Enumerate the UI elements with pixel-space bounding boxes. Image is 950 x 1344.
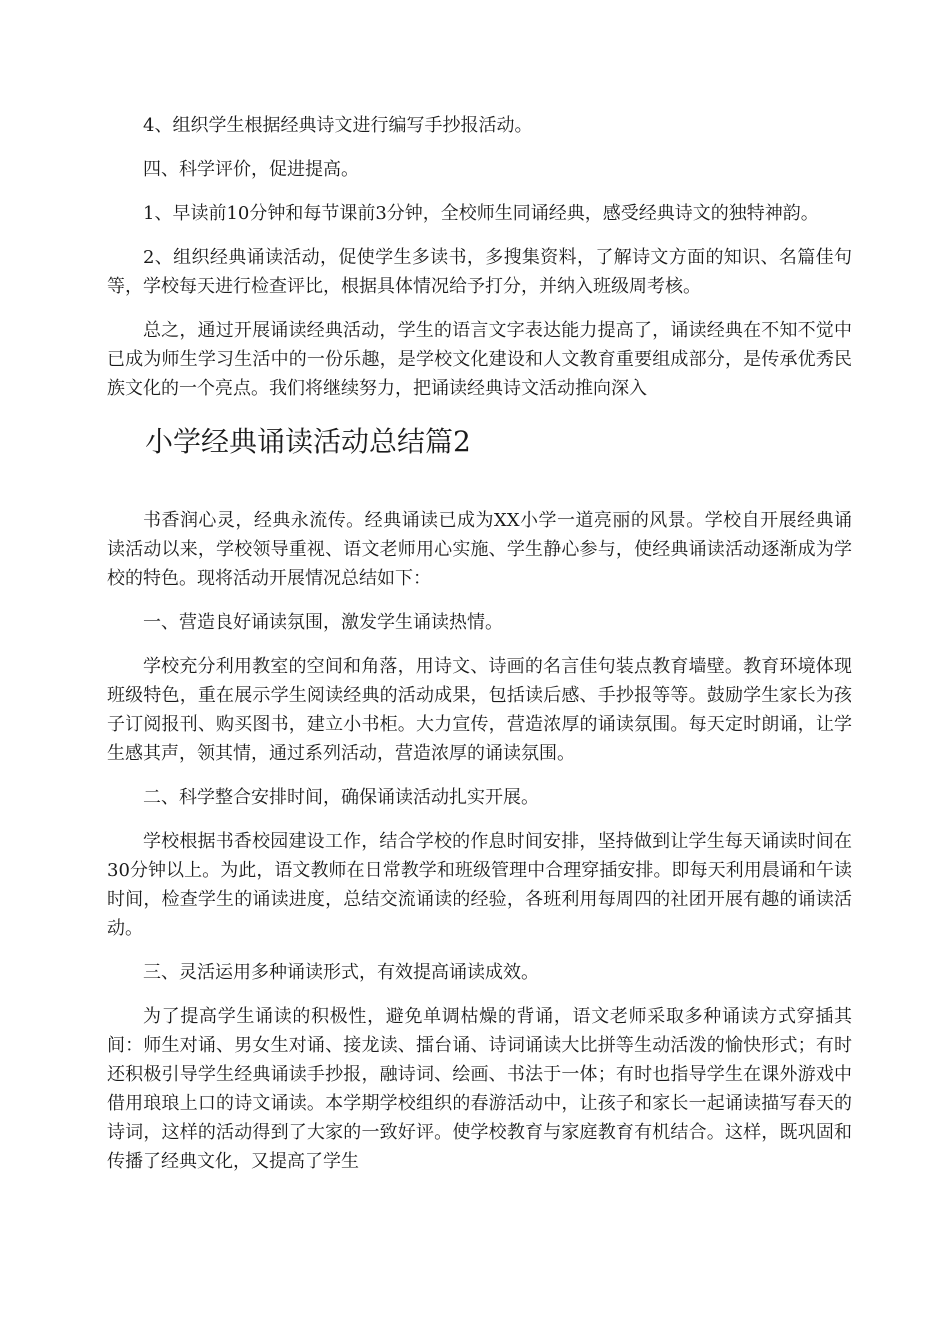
- paragraph: 1、早读前10分钟和每节课前3分钟，全校师生同诵经典，感受经典诗文的独特神韵。: [143, 203, 819, 224]
- section-heading-paragraph: 一、营造良好诵读氛围，激发学生诵读热情。: [143, 612, 503, 633]
- paragraph: 学校充分利用教室的空间和角落，用诗文、诗画的名言佳句装点教育墙壁。教育环境体现班级特色，重在展示学生阅读经典的活动成果，包括读后感、手抄报等等。鼓励学生家长为孩子订阅报刊、购买图书，建立小书柜。大力宣传，营造浓厚的诵读氛围。每天定时朗诵，让学生感其声，领其情，通过系列活动，营造浓厚的诵读氛围。: [107, 656, 852, 764]
- section-heading-paragraph: 四、科学评价，促进提高。: [143, 159, 359, 180]
- paragraph: 学校根据书香校园建设工作，结合学校的作息时间安排，坚持做到让学生每天诵读时间在30分钟以上。为此，语文教师在日常教学和班级管理中合理穿插安排。即每天利用晨诵和午读时间，检查学生的诵读进度，总结交流诵读的经验，各班利用每周四的社团开展有趣的诵读活动。: [107, 831, 852, 939]
- paragraph: 书香润心灵，经典永流传。经典诵读已成为XX小学一道亮丽的风景。学校自开展经典诵读活动以来，学校领导重视、语文老师用心实施、学生静心参与，使经典诵读活动逐渐成为学校的特色。现将活动开展情况总结如下：: [107, 510, 852, 589]
- section-heading-paragraph: 三、灵活运用多种诵读形式，有效提高诵读成效。: [143, 962, 539, 983]
- article-title: 小学经典诵读活动总结篇2: [145, 425, 471, 458]
- document-body: [107, 111, 852, 1191]
- paragraph: 4、组织学生根据经典诗文进行编写手抄报活动。: [143, 115, 533, 136]
- paragraph: 2、组织经典诵读活动，促使学生多读书，多搜集资料，了解诗文方面的知识、名篇佳句等，学校每天进行检查评比，根据具体情况给予打分，并纳入班级周考核。: [107, 247, 852, 297]
- paragraph: 为了提高学生诵读的积极性，避免单调枯燥的背诵，语文老师采取多种诵读方式穿插其间：师生对诵、男女生对诵、接龙读、擂台诵、诗词诵读大比拼等生动活泼的愉快形式；有时还积极引导学生经典诵读手抄报，融诗词、绘画、书法于一体；有时也指导学生在课外游戏中借用琅琅上口的诗文诵读。本学期学校组织的春游活动中，让孩子和家长一起诵读描写春天的诗词，这样的活动得到了大家的一致好评。使学校教育与家庭教育有机结合。这样，既巩固和传播了经典文化，又提高了学生: [107, 1006, 852, 1172]
- section-heading-paragraph: 二、科学整合安排时间，确保诵读活动扎实开展。: [143, 787, 539, 808]
- paragraph: 总之，通过开展诵读经典活动，学生的语言文字表达能力提高了，诵读经典在不知不觉中已成为师生学习生活中的一份乐趣，是学校文化建设和人文教育重要组成部分，是传承优秀民族文化的一个亮点。我们将继续努力，把诵读经典诗文活动推向深入: [107, 320, 852, 399]
